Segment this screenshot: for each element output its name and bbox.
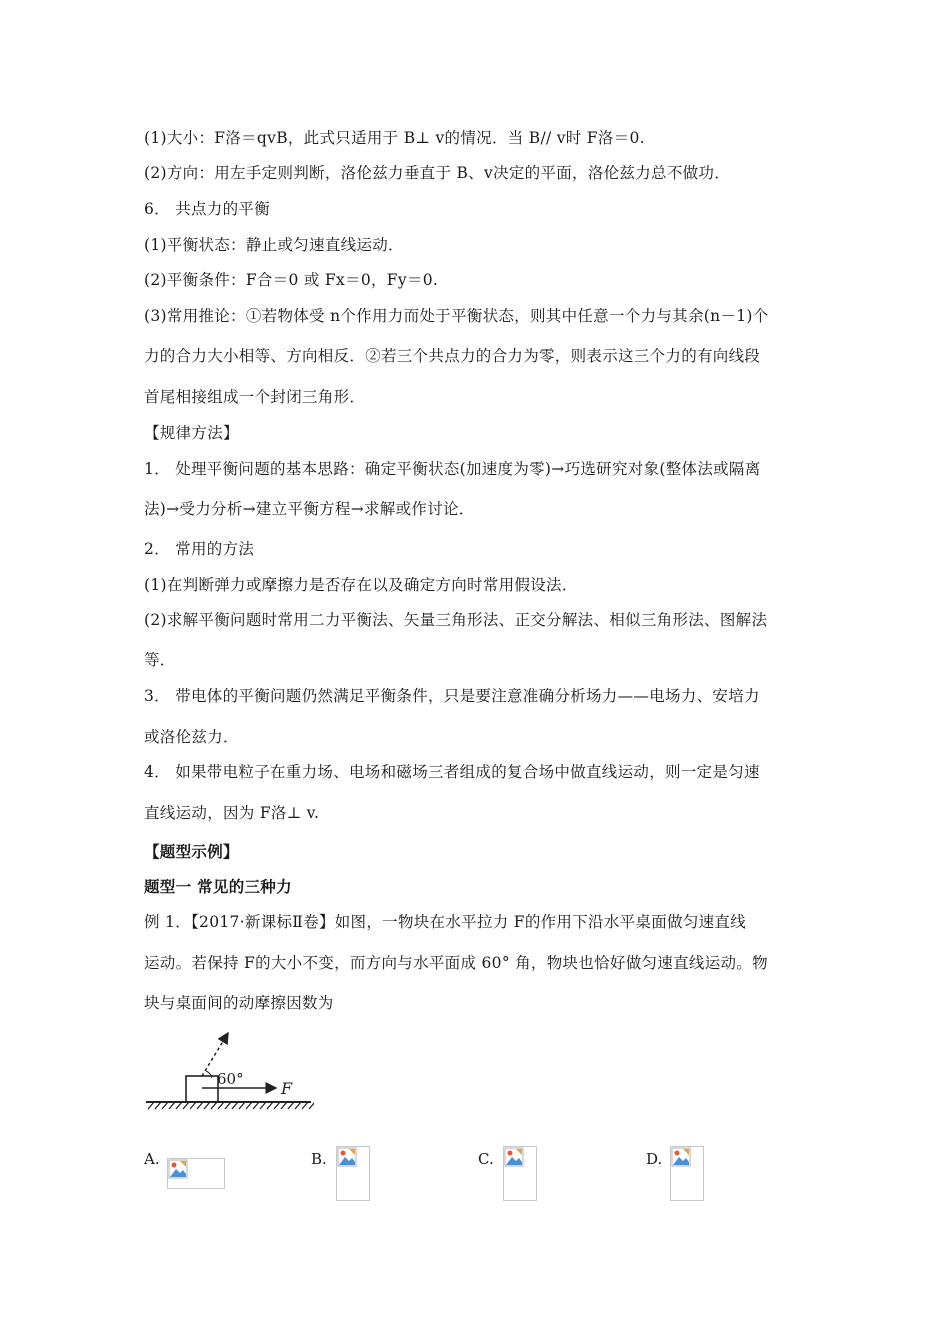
block-diagram: [144, 1030, 314, 1115]
text-line: (3)常用推论：①若物体受 n个作用力而处于平衡状态，则其中任意一个力与其余(n－1)个: [144, 307, 769, 325]
text-line: (2)方向：用左手定则判断，洛伦兹力垂直于 B、v决定的平面，洛伦兹力总不做功．: [144, 164, 731, 182]
hatch-mark: [302, 1102, 308, 1109]
hatch-mark: [253, 1102, 259, 1109]
text-line: (1)在判断弹力或摩擦力是否存在以及确定方向时常用假设法．: [144, 576, 578, 594]
hatch-mark: [225, 1102, 231, 1109]
text-line: 4． 如果带电粒子在重力场、电场和磁场三者组成的复合场中做直线运动，则一定是匀速: [144, 763, 760, 781]
section-label: 【规律方法】: [144, 424, 239, 442]
option-c-image: [503, 1146, 537, 1201]
hatch-mark: [232, 1102, 238, 1109]
hatch-mark: [246, 1102, 252, 1109]
hatch-mark: [239, 1102, 245, 1109]
option-d-image: [670, 1146, 704, 1201]
hatch-mark: [260, 1102, 266, 1109]
hatch-mark: [211, 1102, 217, 1109]
hatch-mark: [148, 1102, 154, 1109]
hatch-mark: [267, 1102, 273, 1109]
ground-surface: [146, 1102, 314, 1109]
hatch-mark: [162, 1102, 168, 1109]
hatch-mark: [197, 1102, 203, 1109]
question-type-heading: 题型一 常见的三种力: [144, 877, 292, 896]
example-text: 块与桌面间的动摩擦因数为: [144, 994, 334, 1012]
text-line: 力的合力大小相等、方向相反．②若三个共点力的合力为零，则表示这三个力的有向线段: [144, 347, 761, 365]
hatch-mark: [309, 1102, 314, 1109]
broken-image-icon: [671, 1147, 691, 1167]
broken-image-icon: [337, 1147, 357, 1167]
text-line: 或洛伦兹力．: [144, 728, 239, 746]
text-line: 等．: [144, 651, 176, 669]
angle-arc: [206, 1071, 212, 1078]
section-heading: 【题型示例】: [144, 842, 239, 861]
broken-image-icon: [168, 1159, 188, 1179]
text-line: (1)平衡状态：静止或匀速直线运动．: [144, 236, 404, 254]
option-c-label: C.: [478, 1150, 494, 1168]
hatch-mark: [169, 1102, 175, 1109]
text-line: 1． 处理平衡问题的基本思路：确定平衡状态(加速度为零)→巧选研究对象(整体法或隔离: [144, 460, 761, 478]
hatch-mark: [176, 1102, 182, 1109]
hatch-mark: [183, 1102, 189, 1109]
block: [186, 1076, 218, 1102]
hatch-mark: [204, 1102, 210, 1109]
option-d-label: D.: [646, 1150, 663, 1168]
hatch-mark: [190, 1102, 196, 1109]
text-line: (2)平衡条件：F合＝0 或 Fx＝0，Fy＝0.: [144, 271, 439, 289]
text-line: 首尾相接组成一个封闭三角形．: [144, 388, 366, 406]
angle-label: 60°: [217, 1070, 244, 1088]
option-b-label: B.: [311, 1150, 327, 1168]
text-line: 法)→受力分析→建立平衡方程→求解或作讨论．: [144, 500, 475, 518]
option-a-label: A.: [144, 1150, 160, 1168]
text-line: (2)求解平衡问题时常用二力平衡法、矢量三角形法、正交分解法、相似三角形法、图解法: [144, 611, 768, 629]
example-text: 运动。若保持 F的大小不变，而方向与水平面成 60° 角，物块也恰好做匀速直线运动。物: [144, 954, 768, 972]
hatch-mark: [274, 1102, 280, 1109]
hatch-mark: [218, 1102, 224, 1109]
text-line: 6． 共点力的平衡: [144, 200, 270, 218]
option-a-image: [167, 1158, 225, 1189]
hatch-mark: [288, 1102, 294, 1109]
hatch-mark: [155, 1102, 161, 1109]
text-line: 直线运动，因为 F洛⊥ v.: [144, 804, 320, 822]
option-b-image: [336, 1146, 370, 1201]
example-text: 例 1．【2017·新课标Ⅱ卷】如图，一物块在水平拉力 F的作用下沿水平桌面做匀速直线: [144, 913, 747, 931]
text-line: 2． 常用的方法: [144, 540, 255, 558]
hatch-mark: [281, 1102, 287, 1109]
text-line: 3． 带电体的平衡问题仍然满足平衡条件，只是要注意准确分析场力——电场力、安培力: [144, 687, 760, 705]
force-label: F: [281, 1079, 293, 1098]
broken-image-icon: [504, 1147, 524, 1167]
text-line: (1)大小：F洛＝qvB，此式只适用于 B⊥ v的情况．当 B// v时 F洛＝0.: [144, 129, 645, 147]
hatch-mark: [295, 1102, 301, 1109]
